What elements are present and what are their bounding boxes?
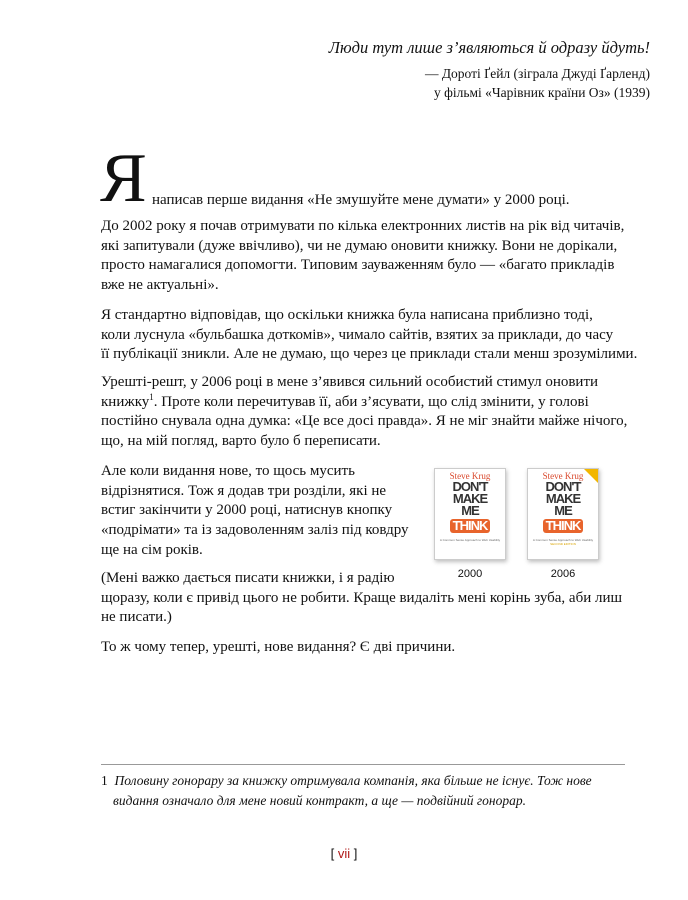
book-cover-image: [434, 468, 506, 560]
book-covers: [434, 468, 599, 580]
epigraph: [329, 38, 650, 102]
page-number: [0, 846, 688, 861]
footnote: [101, 771, 592, 811]
drop-cap: Я: [100, 140, 147, 217]
book-2000: [434, 468, 506, 580]
cover-think: THINK: [450, 519, 491, 533]
book-year: 2000: [457, 568, 483, 580]
text-line: То ж чому тепер, урешті, нове видання? Є дві причини.: [101, 639, 456, 655]
footnote-ref[interactable]: 1: [149, 391, 154, 402]
footnote-text: Половину гонорару за книжку отримувала компанія, яка більше не існує. Тож нове: [114, 773, 592, 788]
text: . Проте коли перечитував її, аби з’ясувати, що слід змінити, у голові: [153, 393, 589, 410]
text-line: (Мені важко дається писати книжки, і я радію: [101, 570, 395, 586]
cover-title: MAKE: [452, 491, 488, 506]
text-line: Але коли видання нове, то щось мусить: [101, 463, 355, 479]
cover-title: ME: [461, 503, 479, 518]
epigraph-attribution: [329, 64, 650, 102]
text-line: До 2002 року я почав отримувати по кілька електронних листів на рік від читачів,: [101, 218, 625, 234]
paragraph: [101, 217, 631, 296]
paragraph: [101, 373, 631, 452]
text-line: які запитували (дуже ввічливо), чи не думаю оновити книжку. Вони не дорікали,: [101, 237, 618, 254]
book-cover-image: [527, 468, 599, 560]
book-year: 2006: [550, 568, 576, 580]
text-line: відрізнятися. Тож я додав три розділи, які не: [101, 482, 387, 499]
text-line: встиг закінчити у 2000 році, натиснув кнопку: [101, 502, 393, 519]
cover-title: DON'T: [545, 479, 581, 494]
text-line: [101, 791, 592, 811]
text-line: щоразу, коли є привід цього не робити. Краще видаліть мені корінь зуба, аби лиш: [101, 589, 623, 606]
text-line: [101, 771, 592, 791]
cover-subtitle: A Common Sense Approach to Web Usability: [439, 538, 501, 542]
paragraph: [101, 638, 631, 658]
text-line: вже не актуальні».: [101, 277, 219, 294]
text-line: що, на мій погляд, варто було б переписати.: [101, 433, 381, 450]
attribution-line: — Дороті Ґейл (зіграла Джуді Ґарленд): [424, 66, 650, 81]
text-line: просто намагалися допомогти. Типовим зауваженням було — «багато прикладів: [101, 257, 615, 274]
footnote-divider: [101, 764, 625, 765]
book-2006: [527, 468, 599, 580]
first-line: написав перше видання «Не змушуйте мене думати» у 2000 році.: [152, 192, 570, 208]
cover-title: MAKE: [545, 491, 581, 506]
cover-author: Steve Krug: [542, 471, 584, 481]
text-line: постійно снувала одна думка: «Це все досі правда». Я не міг знайти майже нічого,: [101, 413, 628, 430]
cover-edition: SECOND EDITION: [550, 542, 576, 546]
epigraph-quote: Люди тут лише з’являються й одразу йдуть!: [328, 38, 650, 57]
footnote-text: видання означало для мене новий контракт, а ще — подвійний гонорар.: [113, 793, 526, 808]
footnote-number: 1: [101, 773, 108, 788]
text-line: [101, 393, 631, 413]
text-line: ще на сім років.: [101, 541, 203, 558]
text-line: коли луснула «бульбашка доткомів», чимало сайтів, взятих за приклади, до часу: [101, 326, 614, 343]
cover-subtitle: A Common Sense Approach to Web Usability: [532, 538, 594, 542]
paragraph: [101, 306, 638, 365]
text-line: Я стандартно відповідав, що оскільки книжка була написана приблизно тоді,: [101, 307, 593, 323]
cover-title: DON'T: [452, 479, 488, 494]
text-line: не писати.): [101, 609, 172, 626]
attribution-line: у фільмі «Чарівник країни Оз» (1939): [433, 85, 650, 100]
page-number-value: vii: [337, 846, 351, 861]
cover-think: THINK: [543, 519, 584, 533]
text-line: «подрімати» та із задоволенням заліз під ковдру: [101, 522, 409, 539]
text-line: її публікації зникли. Але не думаю, що через це приклади стали менш зрозумілими.: [101, 346, 638, 363]
edition-badge-icon: [584, 469, 598, 483]
cover-author: Steve Krug: [449, 471, 491, 481]
bracket: [: [330, 846, 335, 861]
cover-title: ME: [554, 503, 572, 518]
text: книжку: [101, 393, 150, 410]
bracket: ]: [353, 846, 358, 861]
text-line: Урешті-решт, у 2006 році в мене з’явився сильний особистий стимул оновити: [101, 374, 599, 390]
